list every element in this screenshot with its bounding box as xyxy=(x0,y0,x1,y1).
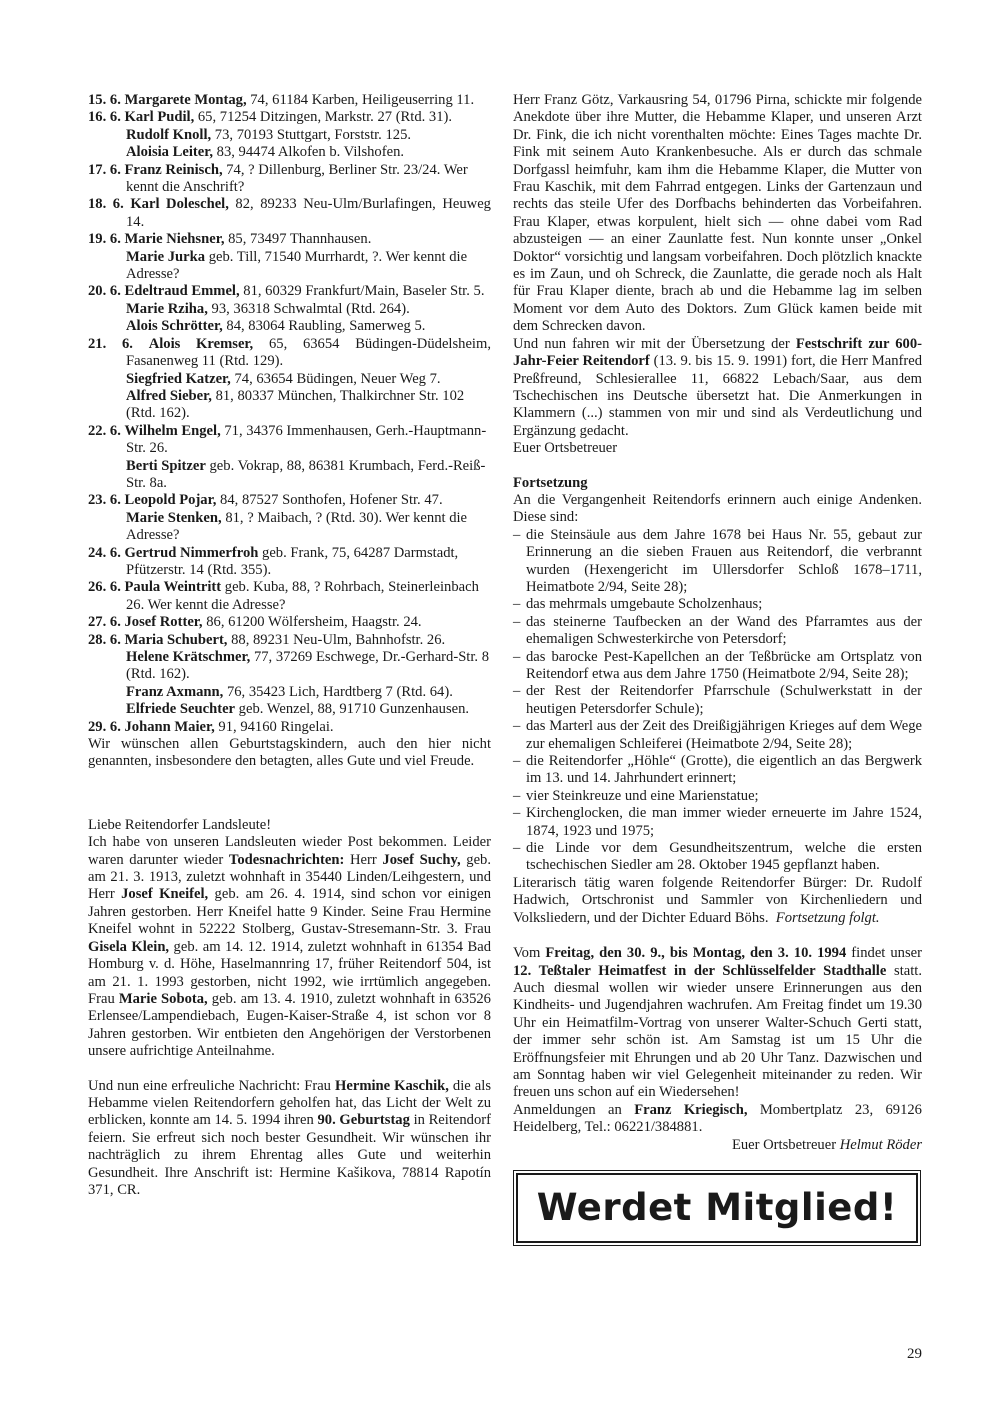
birthday-list xyxy=(88,92,491,736)
birthday-entry: 15. 6. Margarete Montag, 74, 61184 Karben, Heiligeuserring 11. xyxy=(88,92,475,108)
anecdote-paragraph: Herr Franz Götz, Varkausring 54, 01796 Pirna, schickte mir folgende Anekdote über ihre Mutter, die Hebamme Klaper, und unseren Arzt Dr. Fink, die ich nicht vorenthalten möchte: Eines Tages machte Dr. Fink mit seinem Auto Krankenbesuche. Als er durch das schmale Dorfgassl heimfuhr, kam ihm die Hebamme Klaper, die Mutter von Frau Kaschik, mit dem Fahrrad entgegen. Links der Gartenzaun und rechts das steile Ufer des Dorfbachs behinderten das Vorbeifahren. Frau Klaper, etwas korpulent, hielt sich — ohne dabei vom Rad abzusteigen — an einer Zaunlatte fest. Nun konnte unser „Onkel Doktor“ vorsichtig und langsam vorbeifahren. Doch plötzlich knackte es im Zaun, und oh Schreck, die Zaunlatte, die gerade noch als Halt für Frau Klaper diente, brach ab und die Hebamme lag im selben Moment vor dem Auto des Doktors. Zum Glück kamen beide mit dem Schrecken davon. xyxy=(513,92,922,335)
birthday-entry: 23. 6. Leopold Pojar, 84, 87527 Sonthofen, Hofener Str. 47. xyxy=(88,492,443,509)
obituary-paragraph: Ich habe von unseren Landsleuten wieder Post bekommen. Leider waren darunter wieder Todesnachrichten: Herr Josef Suchy, geb. am 21. 3. 1913, zuletzt wohnhaft in 35440 Linden/Leihgestern, und Herr Josef Kneifel, geb. am 26. 4. 1914, sind schon vor einigen Jahren gestorben. Herr Kneifel hatte 9 Kinder. Seine Frau Hermine Kneifel wohnt in 52222 Stolberg, Gustav-Stresemann-Str. 3. Frau Gisela Klein, geb. am 14. 12. 1914, zuletzt wohnhaft in 61354 Bad Homburg v. d. Höhe, Haselmannring 17, früher Reitendorf 504, ist am 21. 1. 1993 gestorben, nicht 1992, wie irrtümlich angegeben. Frau Marie Sobota, geb. am 13. 4. 1910, zuletzt wohnhaft in 63526 Erlensee/Lampendiebach, Eugen-Kaiser-Straße 4, ist schon vor 8 Jahren gestorben. Wir entbieten den Angehörigen der Verstorbenen unsere aufrichtige Anteilnahme. xyxy=(88,834,491,1060)
birthday-entry: Rudolf Knoll, 73, 70193 Stuttgart, Forststr. 125. xyxy=(126,126,412,143)
birthday-entry: Alois Schrötter, 84, 83064 Raubling, Samerweg 5. xyxy=(126,318,426,335)
festschrift-paragraph: Und nun fahren wir mit der Übersetzung der Festschrift zur 600-Jahr-Feier Reitendorf (13. 9. bis 15. 9. 1991) fort, die Herr Manfred Preßfreund, Schlesierallee 11, 66822 Lebach/Saar, aus dem Tschechischen ins Deutsche übersetzt hat. Die Anmerkungen in Klammern (...) stammen von mir und sind als Verdeutlichung und Ergänzung gedacht. xyxy=(513,335,922,439)
list-item: – das Marterl aus der Zeit des Dreißigjährigen Krieges auf dem Wege zur ehemaligen Schleiferei (Heimatbote 2/94, Seite 28); xyxy=(513,718,922,752)
birthday-entry: 29. 6. Johann Maier, 91, 94160 Ringelai. xyxy=(88,718,334,735)
birthday-entry: Franz Axmann, 76, 35423 Lich, Hardtberg 7 (Rtd. 64). xyxy=(126,683,453,700)
list-item: – das barocke Pest-Kapellchen an der Teßbrücke am Ortsplatz von Reitendorf etwa aus dem Jahre 1750 (Heimatbote 2/94, Seite 28); xyxy=(513,648,922,682)
birthday-entry: Marie Jurka geb. Till, 71540 Murrhardt, ?. Wer kennt die Adresse? xyxy=(126,248,468,283)
list-item: – die Steinsäule aus dem Jahre 1678 bei Haus Nr. 55, gebaut zur Erinnerung an die sieben Frauen aus Reitendorf, die verbrannt wurden (Hexengericht im Ullersdorfer Schloß 1678–1711, Heimatbote 2/94, Seite 28); xyxy=(513,526,922,595)
list-item: – Kirchenglocken, die man immer wieder erneuerte im Jahre 1524, 1874, 1923 und 1975; xyxy=(513,805,922,839)
right-column xyxy=(513,92,922,1246)
left-column xyxy=(88,92,491,1199)
list-item: – das steinerne Taufbecken an der Wand des Pfarramtes aus der ehemaligen Schwesterkirche von Petersdorf; xyxy=(513,613,922,648)
section-intro: An die Vergangenheit Reitendorfs erinnern auch einige Andenken. Diese sind: xyxy=(513,491,922,526)
birthday-entry: 17. 6. Franz Reinisch, 74, ? Dillenburg, Berliner Str. 23/24. Wer kennt die Anschrift? xyxy=(88,161,468,196)
list-item: – die Reitendorfer „Höhle“ (Grotte), die eigentlich an das Bergwerk im 13. und 14. Jahrhundert erinnert; xyxy=(513,753,922,787)
birthday-entry: 16. 6. Karl Pudil, 65, 71254 Ditzingen, Markstr. 27 (Rtd. 31). xyxy=(88,109,453,126)
signature: Euer Ortsbetreuer xyxy=(513,440,618,457)
registration-paragraph: Anmeldungen an Franz Kriegisch, Mombertplatz 23, 69126 Heidelberg, Tel.: 06221/384881. xyxy=(513,1101,922,1136)
birthday-entry: Alfred Sieber, 81, 80337 München, Thalkirchner Str. 102 (Rtd. 162). xyxy=(126,387,465,422)
memorial-list xyxy=(513,527,922,875)
birthday-entry: 27. 6. Josef Rotter, 86, 61200 Wölfersheim, Haagstr. 24. xyxy=(88,614,422,631)
birthday-entry: Aloisia Leiter, 83, 94474 Alkofen b. Vilshofen. xyxy=(126,144,405,161)
page-number: 29 xyxy=(907,1346,922,1362)
list-item: – vier Steinkreuze und eine Marienstatue; xyxy=(513,787,759,804)
birthday-entry: 22. 6. Wilhelm Engel, 71, 34376 Immenhausen, Gerh.-Hauptmann-Str. 26. xyxy=(88,422,487,457)
birthday-news-paragraph: Und nun eine erfreuliche Nachricht: Frau Hermine Kaschik, die als Hebamme vielen Reitendorfern geholfen hat, das Licht der Welt zu erblicken, konnte am 14. 5. 1994 ihren 90. Geburtstag in Reitendorf feiern. Sie erfreut sich noch bester Gesundheit. Wir wünschen ihr nachträglich zu ihrem Ehrentag alles Gute und weiterhin Gesundheit. Ihre Anschrift ist: Hermine Kašikova, 78814 Rapotín 371, CR. xyxy=(88,1077,491,1198)
birthday-entry: 21. 6. Alois Kremser, 65, 63654 Büdingen-Düdelsheim, Fasanenweg 11 (Rtd. 129). xyxy=(88,335,491,370)
to-be-continued: Fortsetzung folgt. xyxy=(775,909,880,926)
membership-box xyxy=(513,1170,921,1246)
birthday-entry: Marie Rziha, 93, 36318 Schwalmtal (Rtd. 264). xyxy=(126,300,410,317)
birthday-entry: Berti Spitzer geb. Vokrap, 88, 86381 Krumbach, Ferd.-Reiß-Str. 8a. xyxy=(126,457,486,491)
signature: Euer Ortsbetreuer Helmut Röder xyxy=(731,1136,922,1153)
birthday-entry: 19. 6. Marie Niehsner, 85, 73497 Thannhausen. xyxy=(88,231,372,248)
birthday-wishes: Wir wünschen allen Geburtstagskindern, auch den hier nicht genannten, insbesondere den betagten, alles Gute und viel Freude. xyxy=(88,736,491,770)
birthday-entry: Marie Stenken, 81, ? Maibach, ? (Rtd. 30). Wer kennt die Adresse? xyxy=(126,509,468,544)
literary-paragraph: Literarisch tätig waren folgende Reitendorfer Bürger: Dr. Rudolf Hadwich, Ortschronist und Sammler von Kirchenliedern und Volksliedern, und der Dichter Eduard Böhs. Fortsetzung folgt. xyxy=(513,874,922,926)
salutation: Liebe Reitendorfer Landsleute! xyxy=(88,816,272,833)
birthday-entry: 20. 6. Edeltraud Emmel, 81, 60329 Frankfurt/Main, Baseler Str. 5. xyxy=(88,283,485,300)
birthday-entry: Elfriede Seuchter geb. Wenzel, 88, 91710 Gunzenhausen. xyxy=(126,701,470,718)
section-heading: Fortsetzung xyxy=(513,474,588,491)
list-item: – der Rest der Reitendorfer Pfarrschule (Schulwerkstatt in der heutigen Petersdorfer Schule); xyxy=(513,683,922,717)
birthday-entry: 24. 6. Gertrud Nimmerfroh geb. Frank, 75, 64287 Darmstadt, Pfützerstr. 14 (Rtd. 355). xyxy=(88,544,459,578)
birthday-entry: Siegfried Katzer, 74, 63654 Büdingen, Neuer Weg 7. xyxy=(126,370,441,387)
heimatfest-paragraph: Vom Freitag, den 30. 9., bis Montag, den 3. 10. 1994 findet unser 12. Teßtaler Heimatfest in der Schlüsselfelder Stadthalle statt. Auch diesmal wollen wir wieder unsere Erinnerungen aus den Kindheits- und Jugendjahren wachrufen. Am Freitag findet um 19.30 Uhr ein Heimatfilm-Vortrag von unserer Walter-Schuch Gerti statt, der immer sehr schön ist. Am Samstag ist um 15 Uhr die Eröffnungsfeier mit Ehrungen und ab 20 Uhr Tanz. Dazwischen und am Sonntag haben wir viel Gelegenheit miteinander zu reden. Wir freuen uns schon auf ein Wiedersehen! xyxy=(513,945,922,1101)
list-item: – das mehrmals umgebaute Scholzenhaus; xyxy=(513,596,763,613)
birthday-entry: 28. 6. Maria Schubert, 88, 89231 Neu-Ulm, Bahnhofstr. 26. xyxy=(88,631,446,648)
birthday-entry: 18. 6. Karl Doleschel, 82, 89233 Neu-Ulm/Burlafingen, Heuweg 14. xyxy=(88,196,491,230)
birthday-entry: 26. 6. Paula Weintritt geb. Kuba, 88, ? Rohrbach, Steinerleinbach 26. Wer kennt die Adresse? xyxy=(88,579,479,613)
membership-box-text: Werdet Mitglied! xyxy=(516,1173,918,1243)
birthday-entry: Helene Krätschmer, 77, 37269 Eschwege, Dr.-Gerhard-Str. 8 (Rtd. 162). xyxy=(126,649,490,683)
list-item: – die Linde vor dem Gesundheitszentrum, welche die ersten tschechischen Siedler am 28. Oktober 1945 gepflanzt haben. xyxy=(513,840,922,874)
